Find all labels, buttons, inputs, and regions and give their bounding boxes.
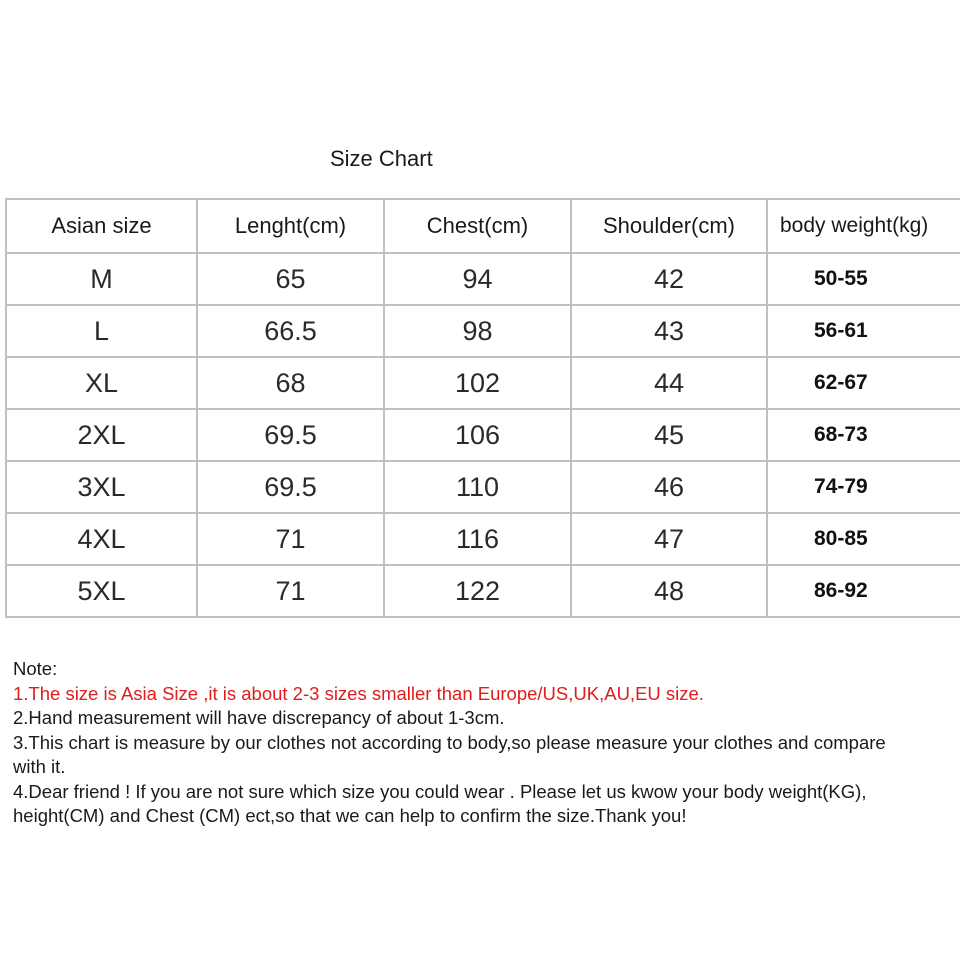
table-row <box>6 253 960 305</box>
header-asian-size: Asian size <box>6 199 197 253</box>
table-row <box>6 513 960 565</box>
note-item-3: 3.This chart is measure by our clothes not according to body,so please measure your clothes and compare with it. <box>13 731 886 777</box>
cell-chest: 102 <box>384 357 571 409</box>
cell-length: 65 <box>197 253 384 305</box>
note-item-1: 1.The size is Asia Size ,it is about 2-3 sizes smaller than Europe/US,UK,AU,EU size. <box>13 682 704 704</box>
cell-weight: 62-67 <box>767 357 960 409</box>
note-item-4: 4.Dear friend ! If you are not sure which size you could wear . Please let us kwow your body weight(KG), height(CM) and Chest (CM) ect,so that we can help to confirm the size.Thank you! <box>13 780 867 826</box>
cell-length: 69.5 <box>197 461 384 513</box>
cell-shoulder: 47 <box>571 513 767 565</box>
cell-shoulder: 44 <box>571 357 767 409</box>
table-row <box>6 357 960 409</box>
cell-weight: 86-92 <box>767 565 960 617</box>
table-row <box>6 461 960 513</box>
header-shoulder: Shoulder(cm) <box>571 199 767 253</box>
cell-chest: 116 <box>384 513 571 565</box>
cell-shoulder: 45 <box>571 409 767 461</box>
table-row <box>6 565 960 617</box>
cell-weight: 80-85 <box>767 513 960 565</box>
header-body-weight: body weight(kg) <box>767 199 960 253</box>
cell-length: 68 <box>197 357 384 409</box>
cell-length: 69.5 <box>197 409 384 461</box>
cell-chest: 110 <box>384 461 571 513</box>
page-title: Size Chart <box>330 146 433 171</box>
cell-size: XL <box>6 357 197 409</box>
cell-weight: 68-73 <box>767 409 960 461</box>
cell-chest: 122 <box>384 565 571 617</box>
notes-heading: Note: <box>13 658 58 679</box>
cell-size: 4XL <box>6 513 197 565</box>
header-length: Lenght(cm) <box>197 199 384 253</box>
cell-size: 2XL <box>6 409 197 461</box>
cell-size: 3XL <box>6 461 197 513</box>
cell-size: L <box>6 305 197 357</box>
cell-weight: 74-79 <box>767 461 960 513</box>
cell-length: 66.5 <box>197 305 384 357</box>
note-item-2: 2.Hand measurement will have discrepancy of about 1-3cm. <box>13 707 505 728</box>
cell-weight: 56-61 <box>767 305 960 357</box>
table-header-row <box>6 199 960 253</box>
cell-weight: 50-55 <box>767 253 960 305</box>
cell-length: 71 <box>197 513 384 565</box>
notes-section <box>13 657 913 829</box>
cell-length: 71 <box>197 565 384 617</box>
cell-shoulder: 46 <box>571 461 767 513</box>
cell-size: M <box>6 253 197 305</box>
cell-size: 5XL <box>6 565 197 617</box>
cell-chest: 94 <box>384 253 571 305</box>
cell-shoulder: 42 <box>571 253 767 305</box>
cell-chest: 98 <box>384 305 571 357</box>
table-row <box>6 305 960 357</box>
table-row <box>6 409 960 461</box>
cell-chest: 106 <box>384 409 571 461</box>
header-chest: Chest(cm) <box>384 199 571 253</box>
cell-shoulder: 43 <box>571 305 767 357</box>
cell-shoulder: 48 <box>571 565 767 617</box>
size-chart-table <box>5 198 960 618</box>
